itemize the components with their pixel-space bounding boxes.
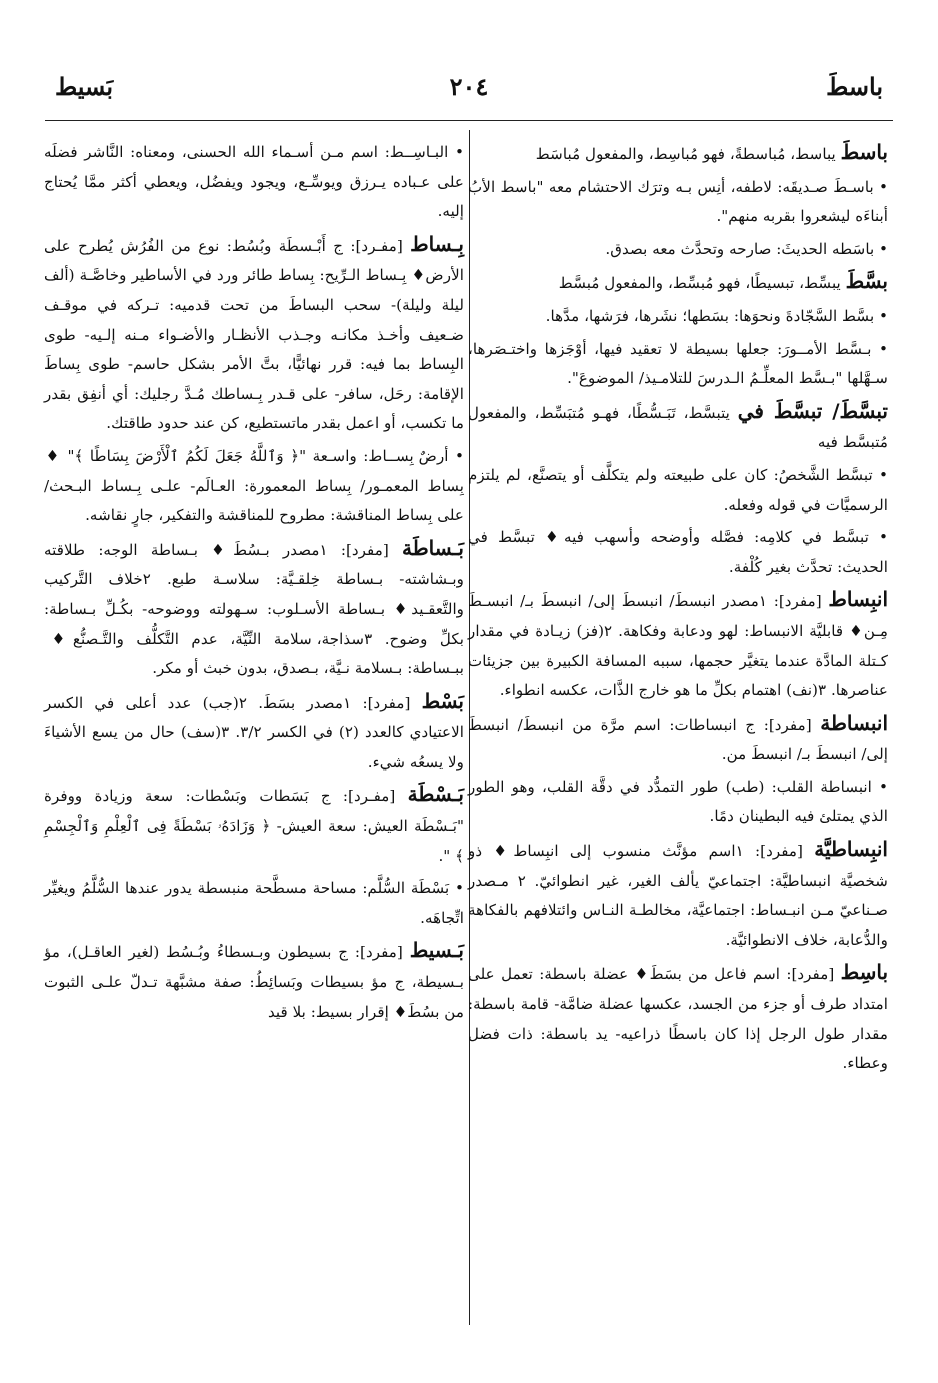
entry-text: [مفرد]: ج بسيطون وبـسطاءُ وبُـسُط (لغير العاقـل)، مؤ بـسيطة، ج مؤ بسيطات وبَسائِطُ: صفة مشبَّهة تـدلّ علـى الثبوت من بسُطَ♦ إقرار بسيط: بلا قيد (44, 943, 464, 1021)
dictionary-entry (468, 523, 888, 582)
entry-text: باسـطَ صـديقَه: لاطفه، أنِس بـه وترَك الاحتشام معه "باسط الأبُ أبناءَه ليشعروا بقربه منهم". (468, 177, 888, 226)
entry-headword: باسِط (840, 960, 889, 985)
dictionary-entry (468, 335, 888, 394)
entry-headword: بسَّطَ (845, 269, 888, 294)
right-column (468, 138, 888, 1082)
dictionary-entry (468, 235, 888, 265)
header-right-word: باسطَ (826, 72, 883, 101)
dictionary-entry (44, 687, 464, 778)
dictionary-entry (468, 958, 888, 1078)
dictionary-entry (468, 773, 888, 832)
dictionary-entry (468, 397, 888, 458)
entry-headword: تبسَّطَ/ تبسَّطَ في (737, 398, 888, 423)
entry-headword: انبِساط (828, 587, 888, 612)
entry-text: يباسط، مُباسطةً، فهو مُباسِط، والمفعول مُباسَط (535, 145, 836, 163)
entry-text: بَسْطَة السُّلَّم: مساحة مسطَّحة منبسطة يدور عندها السُّلَّمُ ويغيِّر اتِّجاهَه. (44, 879, 464, 927)
entry-text: أرضٌ بِســاط: واسـعة "﴿ وَٱللَّهُ جَعَلَ لَكُمُ ٱلْأَرْضَ بِسَاطًا ﴾" ♦ بِساط المعمـور/ بِساط المعمورة: العـالَم- علـى بِـساط البـحث/ على بِساط المناقشة: مطروح للمناقشة والتفكير، جارٍ نقاشه. (44, 446, 464, 525)
header-rule (45, 120, 893, 121)
dictionary-entry (44, 874, 464, 933)
entry-headword: بَـسْطَة (407, 782, 464, 807)
entry-text: [مفـرد]: ج أَبْـسطَة وبُسُط: نوع من الفُرُش يُطرح على الأرض♦ بِـساط الـرِّيح: بِساط طائر ورد في الأساطير وخاصَّـة (ألف ليلة وليلة)- سحب البساطَ من تحت قدميه: تـركه في موقـف ضـعيف وأخـذ مكانـه وجـذب الأنظـار والأضـواء مـنه إلـيه- طوى البِساط بما فيه: قرر نهائيًّا، بتَّ الأمر بشكل حاسم- طوى بِساطَ الإقامة: رحَل، سافر- على قـدر بِـساطك مُـدَّ رجليك: أي أنفِق بقدر ما تكسب، أو اعمل بقدر ماتستطيع، كن عند حدود طاقتك. (44, 236, 464, 433)
entry-headword: باسطَ (840, 140, 888, 164)
dictionary-entry (44, 936, 464, 1027)
dictionary-entry (468, 709, 888, 770)
dictionary-entry (468, 302, 888, 332)
entry-text: البـاسِــط: اسم مـن أسـماء الله الحسنى، ومعناه: النَّاشر فضلَه على عـباده يـرزق ويوسِّـع، ويجود ويفضُل، ويعطي أكثر ممَّا يُحتاج إليه. (44, 143, 464, 221)
entry-text: [مفرد]: ج انبساطات: اسم مرَّة من انبسطَ/ انبسطَ إلى/ انبسطَ بـ/ انبسطَ من. (468, 715, 888, 764)
header-left-word: بَسيط (55, 72, 114, 101)
dictionary-entry (44, 138, 464, 227)
entry-text: باسَطه الحديثَ: صارحه وتحدَّث معه بصدق. (605, 239, 875, 258)
entry-headword: بَـسيط (409, 938, 464, 963)
dictionary-entry (468, 173, 888, 232)
left-column (44, 138, 464, 1030)
entry-text: تبسَّط في كلامِه: فصَّله وأوضحه وأسهب فيه♦ تبسَّط في الحديث: تحدَّث بغير كُلْفة. (468, 528, 888, 576)
entry-text: [مفرد]: ١مصدر انبسطَ/ انبسطَ إلى/ انبسطَ بـ/ انبسـطَ مِـن♦ قابليَّة الانبساط: لهو ودعابة وفكاهة. ٢(فز) زيـادة في مقدار كـتلة المادَّة عندما يتغيَّر حجمها، سببه المسافة الكبيرة بين جزيئات عناصرها. ٣(نف) اهتمام بكلِّ ما هو خارج الذَّات، عكسه انطواء. (468, 592, 888, 700)
dictionary-entry (44, 780, 464, 871)
entry-text: [مفرد]: ١اسم مؤنَّث منسوب إلى انبِساط♦ ذو شخصيَّة انبساطيَّة: اجتماعيّ يألف الغير، غير انطوائيّ. ٢ مـصدر صـناعيّ مـن انبـساط: اجتماعيَّة، مخالطـة النـاس وائتلافهم بالفكاهة والدُّعابة، خلاف الانطوائيَّة. (468, 842, 888, 949)
entry-text: [مفـرد]: ج بَسَطات وبَسْطات: سعة وزيادة ووفرة "بَـسْطَة العيش: سعة العيش- ﴿ وَزَادَهُۥ بَسْطَةً فِى ٱلْعِلْمِ وَٱلْجِسْمِ ﴾ ". (44, 787, 464, 865)
entry-text: تبسَّط الشَّخصُ: كان على طبيعته ولم يتكلَّف أو يتصنَّع، لم يلتزم الرسميَّات في قوله وفعله. (468, 465, 888, 514)
entry-headword: بَـساطَة (401, 535, 464, 560)
entry-headword: بَسْط (421, 688, 465, 713)
entry-headword: انبِساطيَّة (814, 837, 888, 862)
entry-text: بسَّط السَّجّادةَ ونحوَها: بسَطها؛ نشَرها، فرَشها، مدَّها. (545, 306, 875, 325)
entry-text: بـسَّط الأمــورَ: جعلها بسيطة لا تعقيد فيها، أوْجَزها واختـصَرها، سـهَّلها "بـسَّط المعلِّـمُ الـدرسَ للتلامـيذ/ الموضوعَ". (468, 339, 888, 388)
dictionary-entry (44, 534, 464, 684)
entry-headword: بِـساط (410, 231, 464, 256)
dictionary-entry (468, 835, 888, 955)
dictionary-entry (468, 461, 888, 520)
entry-text: [مفرد]: اسم فاعل من بسَطَ♦ عضلة باسطة: تعمل على امتداد طرف أو جزء من الجسد، عكسها عضلة ضامَّة- قامة باسطة: مقدار طول الرجل إذا كان باسطًا ذراعيه- يد باسطة: ذات فضل وعطاء. (468, 965, 888, 1073)
dictionary-entry (468, 585, 888, 705)
dictionary-entry (468, 138, 888, 170)
dictionary-entry (468, 267, 888, 299)
dictionary-entry (44, 442, 464, 531)
entry-text: يتبسَّط، تَبَـسُّطًا، فهـو مُتبَسِّط، والمفعول مُتبسَّط فيه (468, 403, 888, 452)
entry-text: [مفرد]: ١مصدر بسَطَ. ٢(جب) عدد أعلى في الكسر الاعتيادي كالعدد (٢) في الكسر ٣/٢. ٣(سف) حال من يسع الأشياءَ ولا يسعُه شيء. (44, 693, 465, 771)
dictionary-entry (44, 230, 464, 439)
entry-headword: انبساطة (820, 710, 888, 735)
entry-text: يبسِّط، تبسيطًا، فهو مُبسِّط، والمفعول مُبسَّط (558, 274, 841, 293)
entry-text: انبساطة القلب: (طب) طور التمدُّد في دقَّة القلب، وهو الطور الذي يمتلئ فيه البطينان دمًا. (468, 777, 888, 826)
entry-text: [مفرد]: ١مصدر بـسُطَ♦ بـساطة الوجه: طلاقته وبـشاشته- بـساطة خِلقـيَّة: سلاسـة طبع. ٢خلاف التَّركيب والتَّعقـيد♦ بـساطة الأسـلوب: سـهولته ووضوحه- بكُـلِّ بـساطة: بكلِّ وضوح. ٣سذاجة، سلامة النِّيَّة، عدم التَّكلُّف والتَّـصنُّع♦ ببـساطة: بـسلامة نـيَّة، بـصدق، بدون خبث أو مكر. (44, 540, 464, 678)
page-header (55, 72, 883, 106)
page-number: ٢٠٤ (449, 72, 489, 101)
